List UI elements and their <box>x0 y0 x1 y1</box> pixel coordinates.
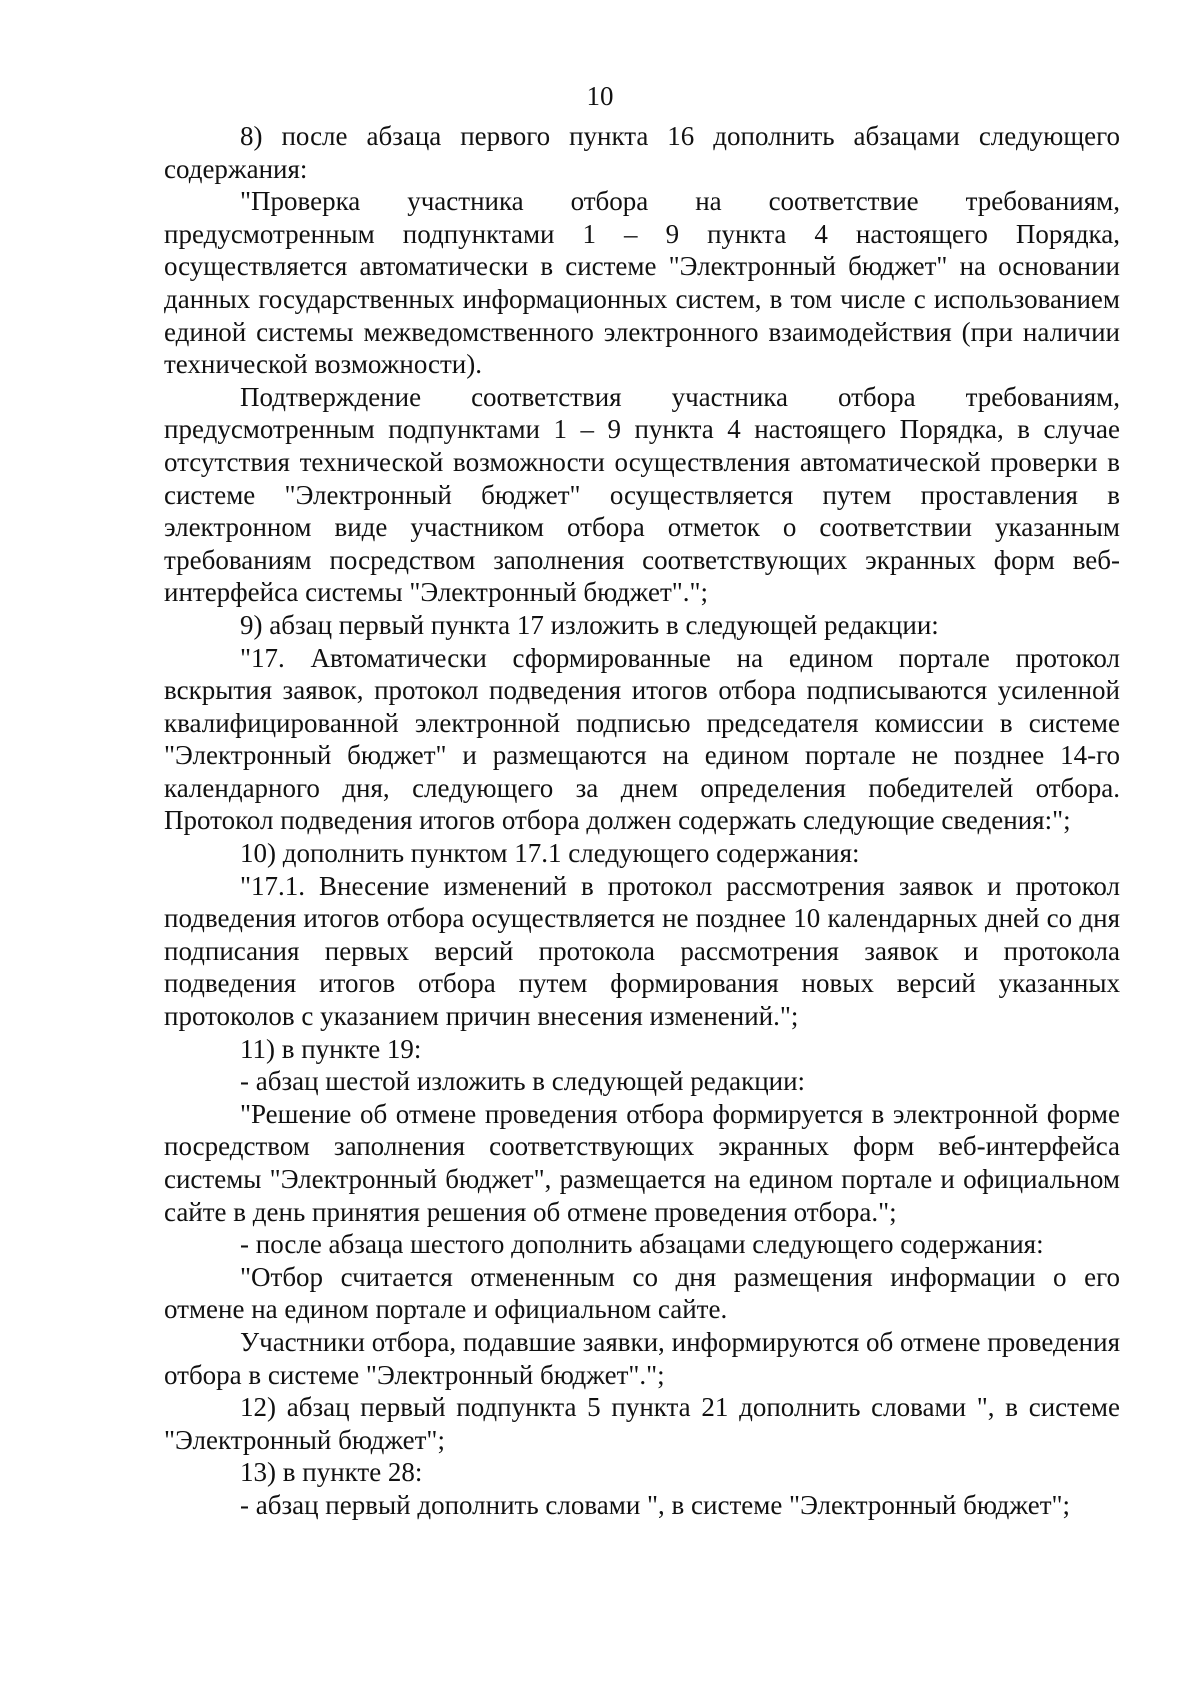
paragraph-item-9: 9) абзац первый пункта 17 изложить в следующей редакции: <box>240 609 939 640</box>
paragraph-item-11-sub-2: - после абзаца шестого дополнить абзацами следующего содержания: <box>240 1229 1044 1260</box>
paragraph-item-13: 13) в пункте 28: <box>240 1457 423 1488</box>
paragraph-item-11: 11) в пункте 19: <box>240 1033 422 1064</box>
paragraph-item-13-sub-1: - абзац первый дополнить словами ", в системе "Электронный бюджет"; <box>240 1489 1071 1520</box>
paragraph-clause-17-1: "17.1. Внесение изменений в протокол рассмотрения заявок и протокол подведения итогов отбора осуществляется не позднее 10 календарных дней со дня подписания первых версий протокола рассмотрения заявок и протокола подведения итогов отбора путем формирования новых версий указанных протоколов с указанием причин внесения изменений."; <box>164 870 1120 1032</box>
document-body <box>164 120 1120 1522</box>
page-number: 10 <box>586 81 614 111</box>
paragraph-item-12: 12) абзац первый подпункта 5 пункта 21 дополнить словами ", в системе "Электронный бюджет"; <box>164 1392 1120 1455</box>
paragraph-participants-informed: Участники отбора, подавшие заявки, информируются об отмене проведения отбора в системе "Электронный бюджет"."; <box>164 1326 1120 1390</box>
paragraph-cancellation-decision: "Решение об отмене проведения отбора формируется в электронной форме посредством заполнения соответствующих экранных форм веб-интерфейса системы "Электронный бюджет", размещается на едином портале и официальном сайте в день принятия решения об отмене проведения отбора."; <box>164 1098 1120 1227</box>
paragraph-item-8: 8) после абзаца первого пункта 16 дополнить абзацами следующего содержания: <box>164 121 1120 184</box>
paragraph-verification-text: "Проверка участника отбора на соответствие требованиям, предусмотренным подпунктами 1 – 9 пункта 4 настоящего Порядка, осуществляется автоматически в системе "Электронный бюджет" на основании данных государственных информационных систем, в том числе с использованием единой системы межведомственного электронного взаимодействия (при наличии технической возможности). <box>164 186 1120 380</box>
paragraph-confirmation-text: Подтверждение соответствия участника отбора требованиям, предусмотренным подпунктами 1 – 9 пункта 4 настоящего Порядка, в случае отсутствия технической возможности осуществления автоматической проверки в системе "Электронный бюджет" осуществляется путем проставления в электронном виде участником отбора отметок о соответствии указанным требованиям посредством заполнения соответствующих экранных форм веб-интерфейса системы "Электронный бюджет"."; <box>164 381 1120 608</box>
paragraph-item-11-sub-1: - абзац шестой изложить в следующей редакции: <box>240 1066 806 1097</box>
paragraph-item-10: 10) дополнить пунктом 17.1 следующего содержания: <box>240 838 860 869</box>
paragraph-clause-17: "17. Автоматически сформированные на едином портале протокол вскрытия заявок, протокол подведения итогов отбора подписываются усиленной квалифицированной электронной подписью председателя комиссии в системе "Электронный бюджет" и размещаются на едином портале не позднее 14-го календарного дня, следующего за днем определения победителей отбора. Протокол подведения итогов отбора должен содержать следующие сведения:"; <box>164 642 1120 836</box>
paragraph-cancellation-effective: "Отбор считается отмененным со дня размещения информации о его отмене на едином портале и официальном сайте. <box>164 1261 1120 1325</box>
